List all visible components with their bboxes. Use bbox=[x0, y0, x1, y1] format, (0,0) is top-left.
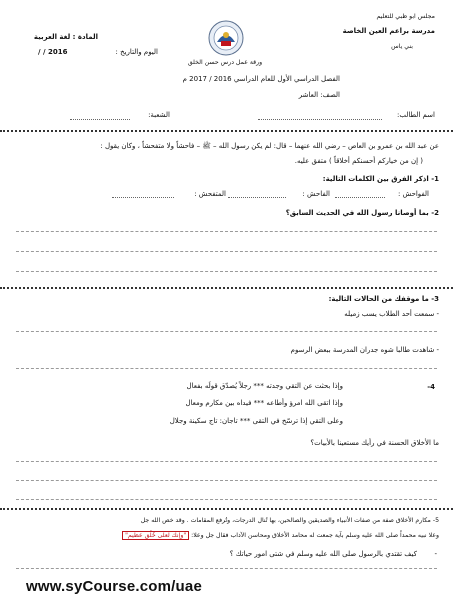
answer-line[interactable] bbox=[16, 271, 437, 272]
answer-line[interactable] bbox=[16, 251, 437, 252]
footer-website-link[interactable]: www.syCourse.com/uae bbox=[26, 578, 203, 595]
section-separator bbox=[0, 287, 453, 289]
header-school: مدرسة براعم العين الخاصة bbox=[342, 27, 435, 35]
answer-line[interactable] bbox=[16, 499, 437, 500]
header-separator bbox=[0, 130, 453, 132]
school-logo-icon bbox=[208, 20, 244, 56]
answer-line[interactable] bbox=[16, 231, 437, 232]
question-3-case-a: - سمعت أحد الطلاب يسب زميله bbox=[344, 310, 439, 318]
header-council: مجلس ابو ظبي للتعليم bbox=[376, 13, 435, 20]
student-name-label: اسم الطالب: bbox=[396, 111, 435, 119]
answer-line[interactable] bbox=[16, 480, 437, 481]
question-5-line-1: 5- مكارم الأخلاق صفة من صفات الأنبياء والصديقين والصالحين، بها تُنال الدرجات، وتُرفع المقامات . وقد خص الله جل bbox=[140, 517, 439, 524]
semester-line: الفصل الدراسي الأول للعام الدراسي 2016 / 2017 م bbox=[182, 75, 340, 83]
subject-label: المادة : لغة العربية bbox=[33, 33, 98, 41]
student-name-line[interactable] bbox=[258, 119, 382, 120]
question-3: 3- ما موقفك من الحالات التالية: bbox=[328, 295, 439, 303]
question-5-marker: - bbox=[434, 550, 437, 558]
poem-line-3: وعلى التقي إذا ترسّخ في التقى *** تاجان: تاج سكينة وجلال bbox=[169, 417, 343, 425]
question-4-prompt: ما الأخلاق الحسنة في رأيك مستعينا بالأبيات؟ bbox=[310, 439, 439, 447]
question-1: 1- اذكر الفرق بين الكلمات التالية: bbox=[322, 175, 439, 183]
section-separator bbox=[0, 508, 453, 510]
poem-line-1: وإذا بحثت عن التقي وجدته *** رجلاً يُصدّق قولَه بفعال bbox=[186, 382, 343, 390]
word-3-label: المتفحش : bbox=[194, 190, 226, 198]
header-city: بني ياس bbox=[391, 43, 413, 50]
hadith-line-1: عن عبد الله بن عمرو بن العاص – رضي الله عنهما – قال: لم يكن رسول الله – ﷺ – فاحشاً ولا متفحشاً ، وكان يقول : bbox=[100, 142, 439, 150]
question-3-case-b: - شاهدت طالبا شوه جدران المدرسة ببعض الرسوم bbox=[290, 346, 439, 354]
question-4-number: 4- bbox=[427, 383, 435, 391]
word-2-label: الفاحش : bbox=[302, 190, 330, 198]
quran-verse: "وإنك لعلى خُلُق عظيم" bbox=[122, 531, 189, 540]
answer-line[interactable] bbox=[16, 331, 437, 332]
section-label: الشعبة: bbox=[148, 111, 170, 119]
word-3-answer[interactable] bbox=[112, 197, 174, 198]
word-1-label: الفواحش : bbox=[397, 190, 429, 198]
answer-line[interactable] bbox=[16, 568, 437, 569]
answer-line[interactable] bbox=[16, 461, 437, 462]
question-5-line-2-text: وعلا نبيه محمداً صلى الله عليه وسلم بآية جمعت له محامد الأخلاق ومحاسن الآداب فقال جل وعلا: bbox=[191, 532, 439, 539]
grade-line: الصف: العاشر bbox=[298, 91, 340, 99]
date-label: اليوم والتاريخ : bbox=[115, 48, 158, 56]
date-value: / / 2016 bbox=[38, 48, 68, 56]
hadith-line-2: ( إن من خياركم أحسنكم أخلاقاً ) متفق عليه. bbox=[294, 157, 423, 165]
question-5-prompt: كيف تقتدي بالرسول صلى الله عليه وسلم في شتى امور حياتك ؟ bbox=[229, 550, 417, 558]
question-2: 2- بما أوصانا رسول الله في الحديث السابق؟ bbox=[285, 209, 439, 217]
worksheet-title: ورقة عمل درس حسن الخلق bbox=[187, 59, 263, 66]
word-1-answer[interactable] bbox=[335, 197, 385, 198]
poem-line-2: وإذا اتقى الله امرؤ وأطاعه *** فيداه بين مكارم ومعال bbox=[185, 399, 343, 407]
section-line[interactable] bbox=[70, 119, 130, 120]
word-2-answer[interactable] bbox=[228, 197, 286, 198]
answer-line[interactable] bbox=[16, 368, 437, 369]
question-5-line-2 bbox=[9, 533, 439, 539]
